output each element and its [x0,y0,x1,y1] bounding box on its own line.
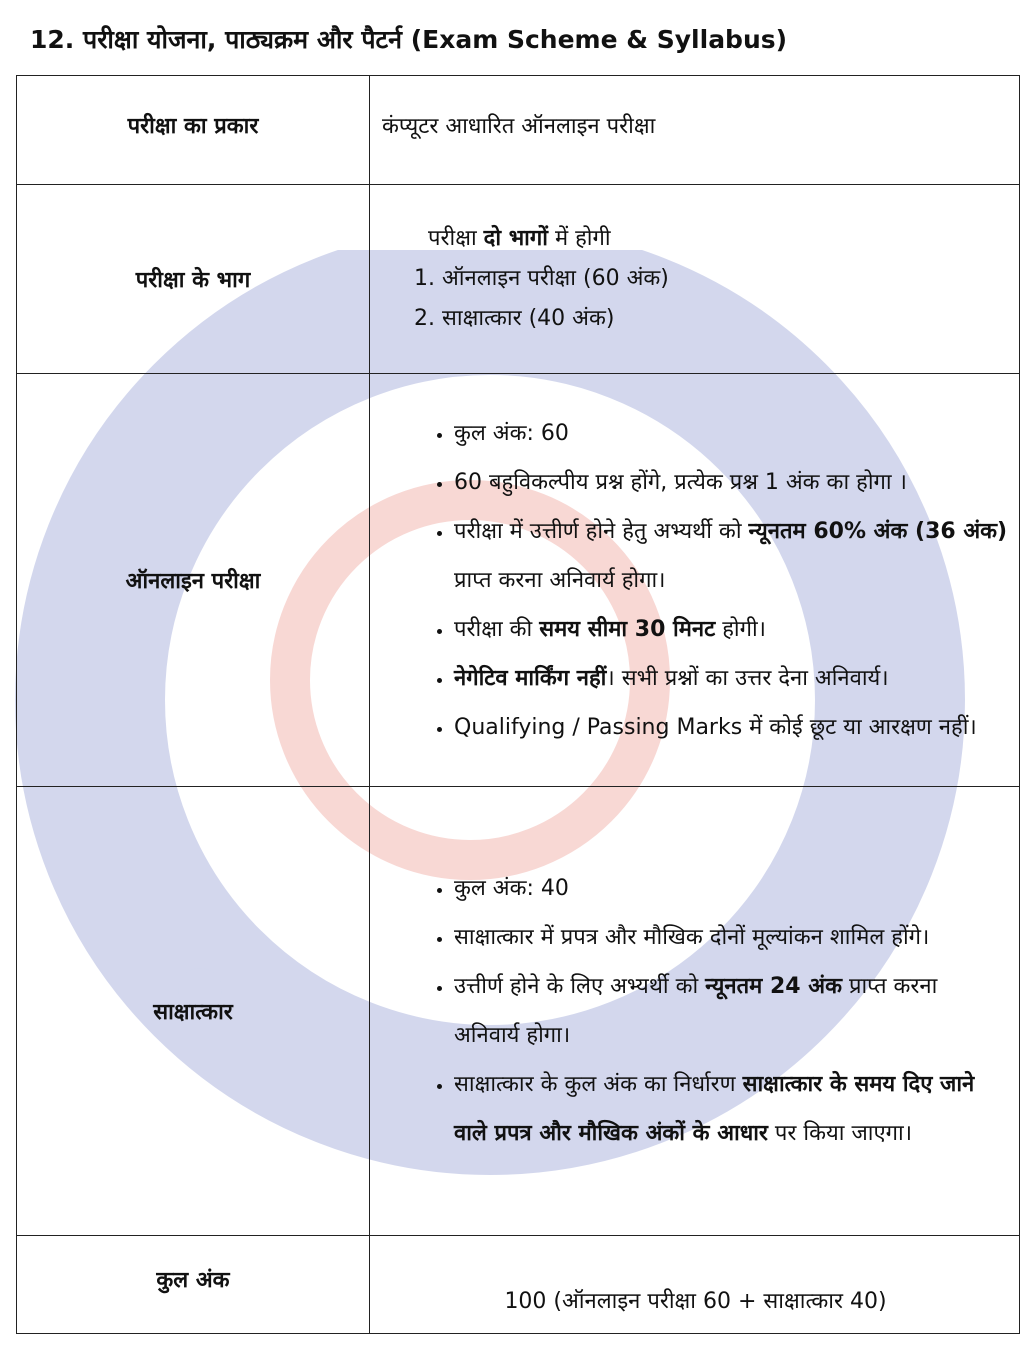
text: । सभी प्रश्नों का उत्तर देना अनिवार्य। [606,665,889,691]
parts-intro [382,219,1009,259]
text: Qualifying / Passing Marks में कोई छूट या आरक्षण नहीं। [454,714,977,740]
text: परीक्षा में उत्तीर्ण होने हेतु अभ्यर्थी को [454,518,749,544]
list-item [454,962,1009,1060]
list-item [454,409,1009,458]
text: साक्षात्कार में प्रपत्र और मौखिक दोनों मूल्यांकन शामिल होंगे। [454,925,930,950]
section-title: 12. परीक्षा योजना, पाठ्यक्रम और पैटर्न (Exam Scheme & Syllabus) [30,25,788,54]
list-item: 2. साक्षात्कार (40 अंक) [442,299,1009,339]
row-value [370,185,1020,374]
text: कुल अंक: 60 [454,420,569,446]
row-value [370,374,1020,787]
row-label: ऑनलाइन परीक्षा [17,374,370,787]
row-label: कुल अंक [17,1236,370,1334]
list-item [454,605,1009,654]
list-item [454,458,1009,507]
text: परीक्षा [428,226,484,251]
table-row [17,76,1020,185]
text: उत्तीर्ण होने के लिए अभ्यर्थी को [454,974,706,999]
table-row [17,1236,1020,1334]
text: पर किया जाएगा। [767,1121,913,1146]
parts-list [382,259,1009,339]
row-value: 100 (ऑनलाइन परीक्षा 60 + साक्षात्कार 40) [370,1236,1020,1334]
text-bold: समय सीमा 30 मिनट [539,616,716,642]
text: में होगी [547,226,611,251]
row-label: परीक्षा का प्रकार [17,76,370,185]
text: परीक्षा की [454,616,540,642]
text-bold: साक्षात्कार के समय दिए जाने वाले प्रपत्र और मौखिक अंकों के आधार [454,1072,975,1146]
list-item [454,1060,1009,1158]
table-row [17,374,1020,787]
text: प्राप्त करना अनिवार्य होगा। [454,567,666,593]
row-label: साक्षात्कार [17,787,370,1236]
text-bold: न्यूनतम 60% अंक (36 अंक) [748,518,1008,544]
text-bold: न्यूनतम 24 अंक [705,974,842,999]
table-row [17,787,1020,1236]
list-item: 1. ऑनलाइन परीक्षा (60 अंक) [442,259,1009,299]
text: साक्षात्कार के कुल अंक का निर्धारण [454,1072,743,1097]
list-item [454,654,1009,703]
text: प्राप्त करना अनिवार्य होगा। [454,974,938,1048]
text: होगी। [715,616,767,642]
table-row [17,185,1020,374]
text-bold: नेगेटिव मार्किंग नहीं [454,665,607,691]
online-exam-list [382,409,1009,752]
row-value [370,787,1020,1236]
interview-list [382,864,1009,1158]
exam-scheme-table [16,75,1020,1334]
row-value: कंप्यूटर आधारित ऑनलाइन परीक्षा [370,76,1020,185]
list-item [454,913,1009,962]
list-item [454,864,1009,913]
text: कुल अंक: 40 [454,876,569,901]
text-bold: दो भागों [483,226,548,251]
row-label: परीक्षा के भाग [17,185,370,374]
list-item [454,703,1009,752]
list-item [454,507,1009,605]
text: 60 बहुविकल्पीय प्रश्न होंगे, प्रत्येक प्रश्न 1 अंक का होगा । [454,469,907,495]
